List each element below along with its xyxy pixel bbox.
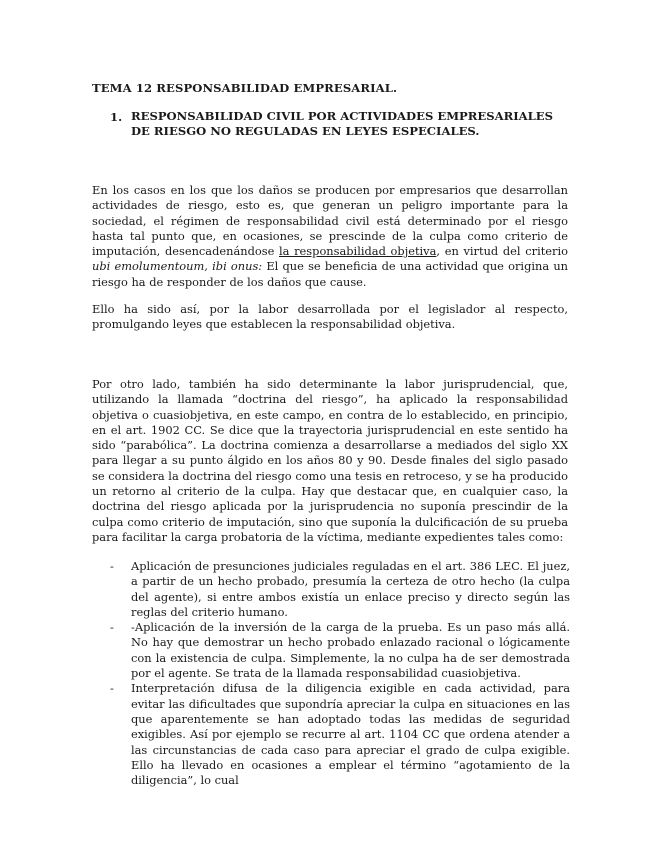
list-item bbox=[110, 559, 570, 620]
bullet-marker: - bbox=[110, 559, 114, 573]
bullet-text: -Aplicación de la inversión de la carga de la prueba. Es un paso más allá. No hay que demostrar un hecho probado enlazado racional o lógicamente con la existencia de culpa. Simplemente, la no culpa ha de ser demostrada por el agente. Se trata de la llamada responsabilidad cuasiobjetiva. bbox=[131, 620, 570, 681]
bullet-marker: - bbox=[110, 681, 114, 696]
paragraph-intro-text-b: , en virtud del criterio bbox=[436, 244, 568, 259]
latin-maxim: ubi emolumentoum, ibi onus: bbox=[92, 259, 263, 274]
paragraph-legislator: Ello ha sido así, por la labor desarrollada por el legislador al respecto, promulgando leyes que establecen la responsabilidad objetiva. bbox=[92, 302, 568, 332]
bullet-text: Interpretación difusa de la diligencia exigible en cada actividad, para evitar las dificultades que supondría apreciar la culpa en situaciones en las que aparentemente se han adoptado todas las medidas de seguridad exigibles. Así por ejemplo se recurre al art. 1104 CC que ordena atender a las circunstancias de cada caso para apreciar el grado de culpa exigible. Ello ha llevado en ocasiones a emplear el término “agotamiento de la diligencia”, lo cual bbox=[131, 681, 570, 788]
paragraph-jurisprudence: Por otro lado, también ha sido determinante la labor jurisprudencial, que, utilizando la llamada “doctrina del riesgo”, ha aplicado la responsabilidad objetiva o cuasiobjetiva, en este campo, en contra de lo establecido, en principio, en el art. 1902 CC. Se dice que la trayectoria jurisprudencial en este sentido ha sido “parabólica”. La doctrina comienza a desarrollarse a mediados del siglo XX para llegar a su punto álgido en los años 80 y 90. Desde finales del siglo pasado se considera la doctrina del riesgo como una tesis en retroceso, y se ha producido un retorno al criterio de la culpa. Hay que destacar que, en cualquier caso, la doctrina del riesgo aplicada por la jurisprudencia no suponía prescindir de la culpa como criterio de imputación, sino que suponía la dulcificación de su prueba para facilitar la carga probatoria de la víctima, mediante expedientes tales como: bbox=[92, 377, 568, 544]
bullet-list bbox=[110, 559, 570, 788]
section-title: RESPONSABILIDAD CIVIL POR ACTIVIDADES EMPRESARIALES DE RIESGO NO REGULADAS EN LEYES ESPECIALES. bbox=[131, 109, 553, 138]
underlined-term: la responsabilidad objetiva bbox=[279, 244, 437, 259]
bullet-marker: - bbox=[110, 620, 114, 635]
section-number: 1. bbox=[110, 110, 123, 124]
list-item bbox=[110, 681, 570, 788]
paragraph-intro-text-a: En los casos en los que los daños se producen por empresarios que desarrollan actividades de riesgo, esto es, que generan un peligro importante para la sociedad, el régimen de responsabilidad civil está determinado por el riesgo hasta tal punto que, en ocasiones, se prescinde de la culpa como criterio de imputación, desencadenándose bbox=[92, 183, 568, 259]
paragraph-intro bbox=[92, 183, 568, 290]
document-title: TEMA 12 RESPONSABILIDAD EMPRESARIAL. bbox=[92, 81, 398, 95]
bullet-text: Aplicación de presunciones judiciales reguladas en el art. 386 LEC. El juez, a partir de un hecho probado, presumía la certeza de otro hecho (la culpa del agente), si entre ambos existía un enlace preciso y directo según las reglas del criterio humano. bbox=[131, 559, 570, 619]
list-item bbox=[110, 620, 570, 681]
paragraph-intro-text-c: El que se beneficia de una actividad que origina un riesgo ha de responder de los daños que cause. bbox=[92, 259, 569, 289]
